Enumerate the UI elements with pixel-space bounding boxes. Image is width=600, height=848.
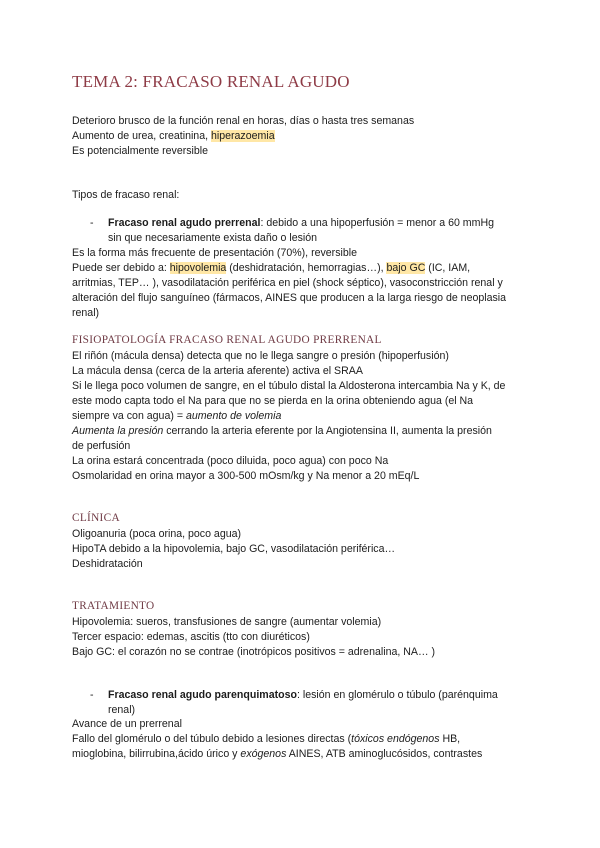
bullet-parenquimatoso-line-2: renal) xyxy=(108,704,136,716)
bullet-prerrenal xyxy=(72,216,542,246)
bullet-parenquimatoso xyxy=(72,688,542,718)
highlight-hipovolemia: hipovolemia xyxy=(169,262,227,274)
fisio-line-6-italic: Aumenta la presión xyxy=(72,425,164,437)
bullet-parenquimatoso-text: : lesión en glomérulo o túbulo (parénquima xyxy=(296,689,498,701)
fisio-line-4: este modo capta todo el Na para que no se pierda en la orina obteniendo agua (el Na xyxy=(72,395,474,407)
fisio-line-5 xyxy=(72,409,542,424)
fisio-line-7: de perfusión xyxy=(72,440,131,452)
fisio-section xyxy=(72,333,542,484)
fisio-line-8: La orina estará concentrada (poco diluida, poco agua) con poco Na xyxy=(72,455,389,467)
prerrenal-line-5: renal) xyxy=(72,307,100,319)
prerrenal-section xyxy=(72,246,542,321)
bullet-marker: - xyxy=(90,689,94,701)
bullet-prerrenal-title: Fracaso renal agudo prerrenal xyxy=(108,217,261,229)
fisio-line-9: Osmolaridad en orina mayor a 300-500 mOsm/kg y Na menor a 20 mEq/L xyxy=(72,470,420,482)
intro-line-3: Es potencialmente reversible xyxy=(72,145,209,157)
tipos-label: Tipos de fracaso renal: xyxy=(72,189,180,201)
parenquimatoso-line-3-italic: exógenos xyxy=(240,748,287,760)
fisio-line-1: El riñón (mácula densa) detecta que no le llega sangre o presión (hipoperfusión) xyxy=(72,350,449,362)
tratamiento-line-1: Hipovolemia: sueros, transfusiones de sangre (aumentar volemia) xyxy=(72,616,382,628)
tratamiento-line-2: Tercer espacio: edemas, ascitis (tto con diuréticos) xyxy=(72,631,310,643)
fisio-heading: FISIOPATOLOGÍA FRACASO RENAL AGUDO PRERRENAL xyxy=(72,334,382,346)
intro-line-2 xyxy=(72,129,542,144)
tratamiento-section xyxy=(72,599,542,660)
clinica-line-2: HipoTA debido a la hipovolemia, bajo GC, vasodilatación periférica… xyxy=(72,543,396,555)
intro-line-2-text: Aumento de urea, creatinina, xyxy=(72,130,211,142)
parenquimatoso-line-2a: Fallo del glomérulo o del túbulo debido a lesiones directas ( xyxy=(72,733,352,745)
bullet-parenquimatoso-line-1 xyxy=(72,688,542,703)
parenquimatoso-line-1: Avance de un prerrenal xyxy=(72,718,182,730)
tratamiento-heading: TRATAMIENTO xyxy=(72,600,155,612)
parenquimatoso-line-3a: mioglobina, bilirrubina,ácido úrico y xyxy=(72,748,241,760)
prerrenal-line-2b: (deshidratación, hemorragias…), xyxy=(226,262,387,274)
prerrenal-line-3: arritmias, TEP… ), vasodilatación periférica en piel (shock séptico), vasoconstricción renal y xyxy=(72,277,503,289)
fisio-line-3: Si le llega poco volumen de sangre, en el túbulo distal la Aldosterona intercambia Na y K, de xyxy=(72,380,506,392)
bullet-parenquimatoso-title: Fracaso renal agudo parenquimatoso xyxy=(108,689,297,701)
page-title: TEMA 2: FRACASO RENAL AGUDO xyxy=(72,72,350,91)
intro-section xyxy=(72,114,542,159)
bullet-prerrenal-line-1 xyxy=(72,216,542,231)
parenquimatoso-line-2-italic: tóxicos endógenos xyxy=(351,733,440,745)
parenquimatoso-line-3 xyxy=(72,747,542,762)
prerrenal-line-2a: Puede ser debido a: xyxy=(72,262,170,274)
fisio-line-2: La mácula densa (cerca de la arteria aferente) activa el SRAA xyxy=(72,365,363,377)
parenquimatoso-section xyxy=(72,717,542,762)
intro-line-1: Deterioro brusco de la función renal en horas, días o hasta tres semanas xyxy=(72,115,415,127)
highlight-hiperazoemia: hiperazoemia xyxy=(210,130,275,142)
clinica-line-1: Oligoanuria (poca orina, poco agua) xyxy=(72,528,242,540)
bullet-prerrenal-text: : debido a una hipoperfusión = menor a 60 mmHg xyxy=(260,217,495,229)
clinica-line-3: Deshidratación xyxy=(72,558,143,570)
parenquimatoso-line-2 xyxy=(72,732,542,747)
bullet-prerrenal-line-2: sin que necesariamente exista daño o lesión xyxy=(108,232,318,244)
clinica-heading: CLÍNICA xyxy=(72,512,120,524)
prerrenal-line-2 xyxy=(72,261,542,276)
fisio-line-6 xyxy=(72,424,542,439)
highlight-bajo-gc: bajo GC xyxy=(386,262,426,274)
fisio-line-6b: cerrando la arteria eferente por la Angiotensina II, aumenta la presión xyxy=(163,425,492,437)
fisio-line-5a: siempre va con agua) = xyxy=(72,410,186,422)
fisio-line-5-italic: aumento de volemia xyxy=(185,410,282,422)
tratamiento-line-3: Bajo GC: el corazón no se contrae (inotrópicos positivos = adrenalina, NA… ) xyxy=(72,646,436,658)
prerrenal-line-2c: (IC, IAM, xyxy=(425,262,471,274)
parenquimatoso-line-2b: HB, xyxy=(439,733,461,745)
prerrenal-line-4: alteración del flujo sanguíneo (fármacos, AINES que producen a la larga riesgo de neoplasia xyxy=(72,292,507,304)
clinica-section xyxy=(72,511,542,572)
parenquimatoso-line-3b: AINES, ATB aminoglucósidos, contrastes xyxy=(286,748,483,760)
bullet-marker: - xyxy=(90,217,94,229)
prerrenal-line-1: Es la forma más frecuente de presentación (70%), reversible xyxy=(72,247,357,259)
